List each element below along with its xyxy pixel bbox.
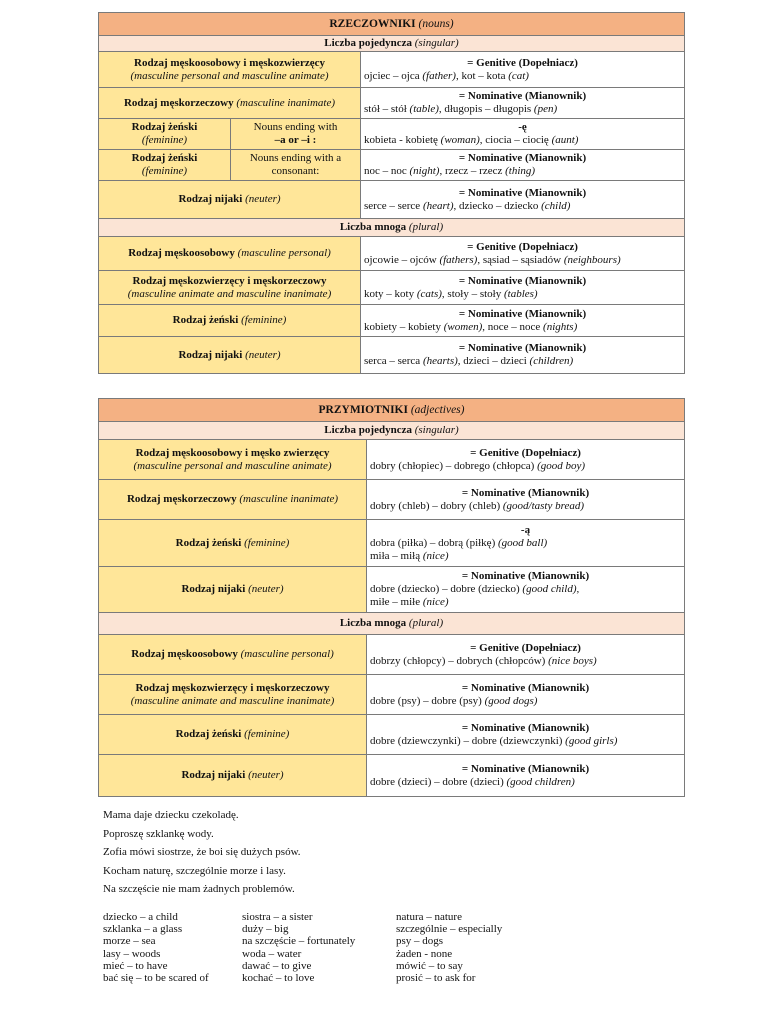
example2-en: (cat) bbox=[508, 69, 529, 82]
adjectives-table bbox=[98, 398, 685, 797]
case-label: = Genitive (Dopełniacz) bbox=[467, 240, 578, 253]
vocab-item: natura – nature bbox=[396, 911, 462, 923]
row-label bbox=[99, 520, 367, 567]
table-row bbox=[99, 88, 685, 119]
adjectives-title-text: PRZYMIOTNIKI bbox=[318, 403, 408, 416]
example-en: (cats) bbox=[416, 287, 442, 300]
case-label: = Nominative (Mianownik) bbox=[461, 762, 590, 775]
example-en: (fathers) bbox=[439, 253, 478, 266]
row-label bbox=[99, 440, 367, 480]
label-en: (masculine personal and masculine animate) bbox=[133, 459, 332, 472]
example2-en: (pen) bbox=[533, 103, 558, 115]
table-row bbox=[99, 755, 685, 797]
label-pl: Rodzaj nijaki bbox=[181, 583, 249, 595]
label-pl: Rodzaj męskorzeczowy bbox=[126, 493, 240, 505]
label-pl: Rodzaj męskoosobowy i męskozwierzęcy bbox=[134, 56, 325, 69]
vocab-column-1 bbox=[103, 911, 209, 984]
vocab-item: duży – big bbox=[242, 923, 289, 936]
header-pl: Liczba mnoga bbox=[339, 221, 407, 233]
example2: , rzecz – rzecz bbox=[439, 165, 506, 177]
example2: miłe – miłe bbox=[370, 596, 423, 608]
label-en: (neuter) bbox=[248, 583, 284, 595]
example2: , sąsiad – sąsiadów bbox=[477, 253, 564, 266]
row-label bbox=[99, 119, 231, 150]
example2: , kot – kota bbox=[455, 69, 509, 82]
example2: , noce – noce bbox=[482, 320, 544, 333]
example: dobre (dziecko) – dobre (dziecko) bbox=[370, 583, 523, 595]
case-label: = Genitive (Dopełniacz) bbox=[470, 446, 581, 459]
adjectives-plural-header bbox=[99, 613, 685, 635]
case-label: -ą bbox=[520, 523, 531, 536]
vocab-item: woda – water bbox=[242, 947, 302, 960]
example-en: (good ball) bbox=[497, 536, 548, 549]
example: dobre (psy) – dobre (psy) bbox=[370, 694, 485, 707]
label-pl: Rodzaj męskoosobowy bbox=[128, 247, 238, 259]
row-label bbox=[99, 305, 361, 337]
sentence: Na szczęście nie mam żadnych problemów. bbox=[103, 883, 295, 895]
case-label: = Nominative (Mianownik) bbox=[461, 681, 590, 694]
label-pl: Rodzaj nijaki bbox=[178, 348, 246, 361]
row-value bbox=[367, 675, 685, 715]
row-label bbox=[99, 480, 367, 520]
row-value bbox=[361, 337, 685, 374]
table-row bbox=[99, 305, 685, 337]
case-label: = Nominative (Mianownik) bbox=[458, 186, 587, 199]
example: ojciec – ojca bbox=[364, 69, 423, 82]
label-en: (feminine) bbox=[244, 536, 290, 549]
nouns-title-en: (nouns) bbox=[418, 17, 454, 30]
example: dobre (dzieci) – dobre (dzieci) bbox=[370, 775, 507, 788]
example: dobra (piłka) – dobrą (piłkę) bbox=[370, 536, 498, 549]
note-a: Nouns ending with a bbox=[249, 152, 342, 164]
row-value bbox=[361, 271, 685, 305]
vocab-item: na szczęście – fortunately bbox=[242, 935, 356, 948]
label-en: (masculine inanimate) bbox=[239, 493, 339, 505]
row-value bbox=[361, 52, 685, 88]
vocab-item: morze – sea bbox=[103, 935, 156, 948]
example-en: (hearts) bbox=[422, 355, 458, 367]
nouns-title bbox=[99, 13, 685, 36]
example: kobieta - kobietę bbox=[364, 134, 441, 146]
row-value bbox=[361, 150, 685, 181]
label-en: (neuter) bbox=[245, 193, 281, 205]
example-en: (table) bbox=[409, 103, 439, 115]
row-value bbox=[361, 237, 685, 271]
row-label bbox=[99, 337, 361, 374]
row-value bbox=[367, 480, 685, 520]
vocab-item: siostra – a sister bbox=[242, 911, 313, 923]
table-row bbox=[99, 715, 685, 755]
header-en: (plural) bbox=[408, 221, 444, 233]
table-row bbox=[99, 440, 685, 480]
vocab-item: lasy – woods bbox=[103, 947, 161, 960]
vocab-item: bać się – to be scared of bbox=[103, 972, 209, 985]
label-pl: Rodzaj męskoosobowy i męsko zwierzęcy bbox=[135, 446, 330, 459]
sentence: Zofia mówi siostrze, że boi się dużych psów. bbox=[103, 846, 301, 858]
label-en: (neuter) bbox=[245, 348, 281, 361]
note-b: –a or –i : bbox=[274, 134, 317, 146]
nouns-plural-header bbox=[99, 219, 685, 237]
example: dobry (chłopiec) – dobrego (chłopca) bbox=[370, 459, 538, 472]
example-en: (night) bbox=[409, 165, 440, 177]
note-b: consonant: bbox=[271, 165, 320, 177]
label-pl: Rodzaj męskorzeczowy bbox=[123, 96, 237, 109]
label-pl: Rodzaj żeński bbox=[131, 121, 198, 133]
vocab-item: mieć – to have bbox=[103, 959, 168, 972]
example-en: (father) bbox=[422, 69, 456, 82]
example2-en: (children) bbox=[529, 355, 574, 367]
label-en: (masculine personal) bbox=[240, 648, 334, 660]
row-note bbox=[231, 150, 361, 181]
adjectives-singular-header bbox=[99, 422, 685, 440]
case-label: = Nominative (Mianownik) bbox=[461, 486, 590, 499]
table-row bbox=[99, 337, 685, 374]
row-value bbox=[361, 181, 685, 219]
label-en: (masculine animate and masculine inanimate) bbox=[127, 287, 332, 300]
header-en: (singular) bbox=[414, 424, 459, 436]
row-label bbox=[99, 675, 367, 715]
example2: , długopis – długopis bbox=[438, 103, 534, 115]
label-pl: Rodzaj męskozwierzęcy i męskorzeczowy bbox=[132, 274, 327, 287]
case-label: = Nominative (Mianownik) bbox=[458, 152, 587, 164]
row-label bbox=[99, 567, 367, 613]
example: dobre (dziewczynki) – dobre (dziewczynki) bbox=[370, 734, 566, 747]
row-label bbox=[99, 635, 367, 675]
case-label: = Nominative (Mianownik) bbox=[458, 342, 587, 354]
vocab-column-2 bbox=[242, 911, 355, 984]
table-row bbox=[99, 567, 685, 613]
header-pl: Liczba pojedyncza bbox=[324, 424, 412, 436]
header-en: (plural) bbox=[408, 617, 444, 629]
vocab-item: szczególnie – especially bbox=[396, 923, 503, 936]
example2: , ciocia – ciocię bbox=[479, 134, 552, 146]
label-pl: Rodzaj nijaki bbox=[178, 193, 246, 205]
label-pl: Rodzaj żeński bbox=[175, 536, 245, 549]
label-pl: Rodzaj męskoosobowy bbox=[131, 648, 241, 660]
example: stół – stół bbox=[364, 103, 410, 115]
label-en: (masculine personal) bbox=[237, 247, 331, 259]
case-label: = Nominative (Mianownik) bbox=[458, 307, 587, 320]
label-pl: Rodzaj żeński bbox=[175, 728, 245, 740]
example: kobiety – kobiety bbox=[364, 320, 444, 333]
example2: miła – miłą bbox=[370, 549, 423, 562]
sentence: Poproszę szklankę wody. bbox=[103, 827, 214, 840]
row-value bbox=[367, 440, 685, 480]
sentence: Kocham naturę, szczególnie morze i lasy. bbox=[103, 864, 286, 877]
vocab-item: dawać – to give bbox=[242, 959, 312, 972]
example-en: (good girls) bbox=[565, 734, 618, 747]
example-sentences bbox=[103, 806, 301, 899]
case-label: = Nominative (Mianownik) bbox=[458, 274, 587, 287]
row-value bbox=[361, 119, 685, 150]
example-en: (nice boys) bbox=[548, 654, 597, 667]
example2-en: (nice) bbox=[422, 549, 449, 562]
row-value bbox=[367, 755, 685, 797]
vocab-item: żaden - none bbox=[396, 947, 453, 960]
label-en: (masculine personal and masculine animate) bbox=[130, 69, 329, 82]
vocab-item: prosić – to ask for bbox=[396, 972, 476, 985]
vocab-item: mówić – to say bbox=[396, 959, 463, 972]
label-en: (feminine) bbox=[141, 165, 188, 177]
label-pl: Rodzaj żeński bbox=[131, 152, 198, 164]
example: serca – serca bbox=[364, 355, 423, 367]
table-row bbox=[99, 675, 685, 715]
example: dobrzy (chłopcy) – dobrych (chłopców) bbox=[370, 654, 549, 667]
header-pl: Liczba mnoga bbox=[339, 617, 407, 629]
row-value bbox=[361, 88, 685, 119]
label-en: (neuter) bbox=[248, 769, 284, 781]
case-label: = Genitive (Dopełniacz) bbox=[467, 56, 578, 69]
nouns-table bbox=[98, 12, 685, 374]
example2-en: (aunt) bbox=[551, 134, 579, 146]
row-value bbox=[367, 520, 685, 567]
example-en: (good/tasty bread) bbox=[502, 499, 585, 512]
example2-en: (neighbours) bbox=[563, 253, 621, 266]
example2-en: (thing) bbox=[505, 165, 536, 177]
label-pl: Rodzaj nijaki bbox=[181, 769, 249, 781]
example-en: (good child), bbox=[522, 583, 580, 595]
row-label bbox=[99, 181, 361, 219]
table-row bbox=[99, 181, 685, 219]
row-value bbox=[367, 635, 685, 675]
example2: , dziecko – dziecko bbox=[453, 199, 542, 212]
row-label bbox=[99, 52, 361, 88]
row-label bbox=[99, 150, 231, 181]
label-pl: Rodzaj żeński bbox=[172, 314, 242, 326]
label-en: (feminine) bbox=[241, 314, 287, 326]
table-row bbox=[99, 150, 685, 181]
example-en: (good boy) bbox=[537, 459, 586, 472]
table-row bbox=[99, 271, 685, 305]
vocab-item: kochać – to love bbox=[242, 972, 315, 985]
label-en: (feminine) bbox=[141, 134, 188, 146]
nouns-title-text: RZECZOWNIKI bbox=[329, 17, 416, 30]
row-value bbox=[367, 567, 685, 613]
case-label: = Nominative (Mianownik) bbox=[458, 90, 587, 102]
table-row bbox=[99, 520, 685, 567]
row-label bbox=[99, 237, 361, 271]
sentence: Mama daje dziecku czekoladę. bbox=[103, 809, 239, 821]
example2: , dzieci – dzieci bbox=[457, 355, 530, 367]
row-label bbox=[99, 715, 367, 755]
nouns-singular-header bbox=[99, 36, 685, 52]
table-row bbox=[99, 119, 685, 150]
example2: , stoły – stoły bbox=[441, 287, 504, 300]
vocab-item: szklanka – a glass bbox=[103, 923, 183, 936]
row-label bbox=[99, 88, 361, 119]
example2-en: (nights) bbox=[543, 320, 578, 333]
table-row bbox=[99, 480, 685, 520]
label-en: (masculine animate and masculine inanimate) bbox=[130, 694, 335, 707]
case-label: -ę bbox=[518, 121, 527, 133]
example: noc – noc bbox=[364, 165, 410, 177]
vocab-item: psy – dogs bbox=[396, 935, 444, 948]
example: koty – koty bbox=[364, 287, 417, 300]
header-pl: Liczba pojedyncza bbox=[324, 37, 412, 49]
row-label bbox=[99, 271, 361, 305]
example-en: (good children) bbox=[506, 775, 575, 788]
example-en: (women) bbox=[443, 320, 483, 333]
example2-en: (child) bbox=[541, 199, 571, 212]
example: serce – serce bbox=[364, 199, 423, 212]
vocab-column-3 bbox=[396, 911, 502, 984]
row-label bbox=[99, 755, 367, 797]
row-note bbox=[231, 119, 361, 150]
vocab-item: dziecko – a child bbox=[103, 911, 178, 923]
label-pl: Rodzaj męskozwierzęcy i męskorzeczowy bbox=[135, 681, 330, 694]
example-en: (heart) bbox=[422, 199, 454, 212]
adjectives-title-en: (adjectives) bbox=[410, 403, 465, 416]
case-label: = Nominative (Mianownik) bbox=[461, 721, 590, 734]
label-en: (masculine inanimate) bbox=[236, 96, 336, 109]
example2-en: (tables) bbox=[503, 287, 538, 300]
example2-en: (nice) bbox=[422, 596, 449, 608]
adjectives-title bbox=[99, 399, 685, 422]
case-label: = Genitive (Dopełniacz) bbox=[470, 641, 581, 654]
table-row bbox=[99, 237, 685, 271]
example-en: (good dogs) bbox=[484, 694, 538, 707]
table-row bbox=[99, 635, 685, 675]
example-en: (woman) bbox=[440, 134, 480, 146]
header-en: (singular) bbox=[414, 37, 459, 49]
note-a: Nouns ending with bbox=[253, 121, 338, 133]
row-value bbox=[361, 305, 685, 337]
row-value bbox=[367, 715, 685, 755]
example: dobry (chleb) – dobry (chleb) bbox=[370, 499, 503, 512]
example: ojcowie – ojców bbox=[364, 253, 440, 266]
label-en: (feminine) bbox=[244, 728, 290, 740]
case-label: = Nominative (Mianownik) bbox=[461, 570, 590, 582]
table-row bbox=[99, 52, 685, 88]
